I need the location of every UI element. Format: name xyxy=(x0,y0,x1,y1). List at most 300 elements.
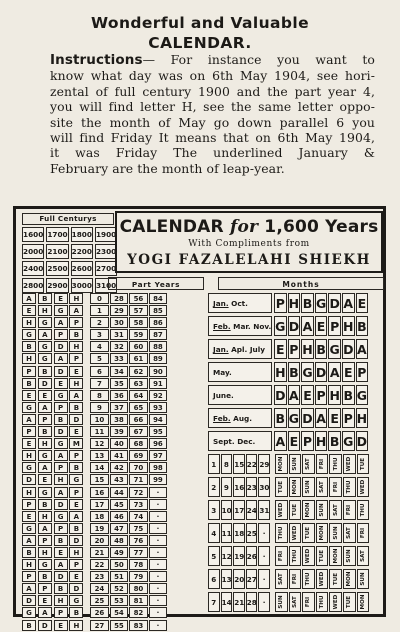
letter-cell: D xyxy=(69,535,83,546)
year-cell: 92 xyxy=(149,390,168,401)
letter-cell: A xyxy=(38,329,52,340)
weekday-cell xyxy=(275,546,288,566)
letter-cell: H xyxy=(69,293,83,304)
year-cell: 14 xyxy=(90,462,109,473)
weekday-cell xyxy=(343,546,356,566)
year-cell: 4 xyxy=(90,341,109,352)
year-cell: 35 xyxy=(110,378,129,389)
instructions-line: it was Friday The underlined January & xyxy=(50,145,375,161)
day-number-cell: 3 xyxy=(208,500,220,520)
year-cell: 64 xyxy=(129,390,148,401)
day-number-cell: · xyxy=(258,569,270,589)
year-cell: 12 xyxy=(90,438,109,449)
weekday-label: MON xyxy=(305,502,312,518)
year-cell: 98 xyxy=(149,462,168,473)
weekday-label: MON xyxy=(332,548,339,564)
year-cell: 70 xyxy=(129,462,148,473)
day-number-cell: 5 xyxy=(208,546,220,566)
month-letter-cell: H xyxy=(288,293,301,313)
weekday-cell xyxy=(289,500,302,520)
month-letter-cell: G xyxy=(288,408,301,428)
year-cell: 26 xyxy=(90,607,109,618)
weekday-label: SUN xyxy=(278,595,285,609)
year-cell: 80 xyxy=(129,583,148,594)
author-name: YOGI FAZALELAHI SHIEKH xyxy=(127,252,371,268)
instructions-line: site the month of May go down parallel 6 you xyxy=(50,114,375,130)
weekday-cell xyxy=(329,523,342,543)
weekday-label: SAT xyxy=(305,458,312,470)
letter-cell: E xyxy=(38,390,52,401)
year-cell: 53 xyxy=(110,595,129,606)
months-rows xyxy=(208,293,384,451)
year-cell: 78 xyxy=(129,559,148,570)
letter-cell: E xyxy=(38,474,52,485)
letter-cell: H xyxy=(38,511,52,522)
weekday-cell xyxy=(316,454,329,474)
weekday-cell xyxy=(289,523,302,543)
letter-cell: B xyxy=(69,607,83,618)
year-cell: 46 xyxy=(110,511,129,522)
year-cell: 3 xyxy=(90,329,109,340)
weekday-cell xyxy=(275,477,288,497)
part-year-row xyxy=(22,414,168,426)
part-year-row xyxy=(22,499,168,511)
part-year-row xyxy=(22,571,168,583)
year-cell: 94 xyxy=(149,414,168,425)
full-centuries-table xyxy=(22,213,117,293)
year-cell: 69 xyxy=(129,450,148,461)
month-name-rest: June. xyxy=(213,391,234,400)
day-number-cell: 10 xyxy=(221,500,233,520)
letter-cell: G xyxy=(22,523,36,534)
month-letter-cell: A xyxy=(301,316,314,336)
year-cell: 54 xyxy=(110,607,129,618)
letter-cell: A xyxy=(22,583,36,594)
day-number-cell: 21 xyxy=(233,592,245,612)
weekday-cell xyxy=(316,523,329,543)
letter-cell: B xyxy=(38,293,52,304)
letter-cell: P xyxy=(38,535,52,546)
year-cell: 38 xyxy=(110,414,129,425)
weekday-label: SAT xyxy=(346,527,353,539)
letter-cell: H xyxy=(38,438,52,449)
letter-cell: B xyxy=(22,378,36,389)
month-row xyxy=(208,431,384,451)
part-year-row xyxy=(22,487,168,499)
weekday-cell xyxy=(329,500,342,520)
letter-cell: E xyxy=(69,571,83,582)
weekday-cell xyxy=(289,454,302,474)
letter-cell: G xyxy=(38,450,52,461)
weekday-cell xyxy=(357,454,370,474)
year-cell: 34 xyxy=(110,366,129,377)
month-name-rest: Aug. xyxy=(230,414,253,423)
month-letter-cell: P xyxy=(288,339,301,359)
part-year-row xyxy=(22,523,168,535)
century-cell: 1800 xyxy=(71,227,93,242)
letter-cell: E xyxy=(69,499,83,510)
letter-cell: E xyxy=(54,293,68,304)
month-letter-cell: A xyxy=(342,293,355,313)
letter-cell: A xyxy=(54,559,68,570)
weekday-cell xyxy=(302,592,315,612)
month-letter-cell: H xyxy=(356,408,369,428)
year-cell: 28 xyxy=(110,293,129,304)
year-cell: 9 xyxy=(90,402,109,413)
letter-cell: D xyxy=(54,571,68,582)
year-cell: 58 xyxy=(129,317,148,328)
letter-cell: H xyxy=(69,620,83,631)
day-number-cell: 7 xyxy=(208,592,220,612)
weekday-label: WED xyxy=(359,479,366,495)
part-year-row xyxy=(22,595,168,607)
part-year-row xyxy=(22,511,168,523)
part-year-row xyxy=(22,462,168,474)
month-letter-cell: A xyxy=(288,385,301,405)
year-cell: 16 xyxy=(90,487,109,498)
year-cell: 59 xyxy=(129,329,148,340)
weekday-cell xyxy=(302,569,315,589)
year-cell: 89 xyxy=(149,353,168,364)
month-letter-cell: D xyxy=(274,385,287,405)
day-row xyxy=(208,546,384,566)
part-year-row xyxy=(22,317,168,329)
weekday-cell xyxy=(343,592,356,612)
day-number-cell: 24 xyxy=(246,500,258,520)
weekday-cell xyxy=(357,500,370,520)
year-cell: 42 xyxy=(110,462,129,473)
letter-cell: G xyxy=(69,474,83,485)
weekday-label: WED xyxy=(291,525,298,541)
weekday-cell xyxy=(289,477,302,497)
year-cell: 61 xyxy=(129,353,148,364)
day-number-cell: 11 xyxy=(221,523,233,543)
day-row xyxy=(208,477,384,497)
weekday-cell xyxy=(289,546,302,566)
year-cell: 66 xyxy=(129,414,148,425)
century-cell: 2000 xyxy=(22,244,44,259)
year-cell: 44 xyxy=(110,487,129,498)
day-number-cell: 19 xyxy=(233,546,245,566)
month-letter-cell: E xyxy=(356,293,369,313)
year-cell: 74 xyxy=(129,511,148,522)
letter-cell: P xyxy=(69,559,83,570)
weekday-cell xyxy=(329,546,342,566)
weekday-label: SAT xyxy=(278,573,285,585)
month-name xyxy=(208,408,272,428)
letter-cell: P xyxy=(54,329,68,340)
year-cell: 48 xyxy=(110,535,129,546)
letter-cell: D xyxy=(22,595,36,606)
weekday-label: TUE xyxy=(305,526,312,540)
month-letter-cell: B xyxy=(328,431,341,451)
weekday-cell xyxy=(329,454,342,474)
year-cell: 22 xyxy=(90,559,109,570)
day-number-cell: 2 xyxy=(208,477,220,497)
month-row xyxy=(208,339,384,359)
day-number-cell: 30 xyxy=(258,477,270,497)
day-number-cell: · xyxy=(258,523,270,543)
day-number-cell: 23 xyxy=(246,477,258,497)
letter-cell: H xyxy=(22,353,36,364)
weekday-label: THU xyxy=(278,526,285,540)
month-letter-cell: P xyxy=(328,316,341,336)
day-number-cell: 27 xyxy=(246,569,258,589)
month-letter-cell: G xyxy=(274,316,287,336)
letter-cell: A xyxy=(38,607,52,618)
month-letter-cell: D xyxy=(288,316,301,336)
letter-cell: G xyxy=(38,353,52,364)
part-year-row xyxy=(22,329,168,341)
month-name xyxy=(208,316,272,336)
year-cell: 96 xyxy=(149,438,168,449)
weekday-label: SAT xyxy=(332,504,339,516)
century-cell: 2300 xyxy=(95,244,117,259)
year-cell: 73 xyxy=(129,499,148,510)
weekday-cell xyxy=(329,477,342,497)
months-header: Months xyxy=(218,277,384,290)
weekday-label: WED xyxy=(319,571,326,587)
month-letter-cell: P xyxy=(315,385,328,405)
letter-cell: D xyxy=(38,620,52,631)
month-letter-cell: A xyxy=(356,339,369,359)
letter-cell: B xyxy=(69,462,83,473)
year-cell: 17 xyxy=(90,499,109,510)
letter-cell: H xyxy=(22,559,36,570)
month-letter-cell: B xyxy=(301,293,314,313)
month-name xyxy=(208,431,272,451)
year-cell: · xyxy=(149,487,168,498)
year-cell: 55 xyxy=(110,620,129,631)
year-cell: 39 xyxy=(110,426,129,437)
weekday-label: SUN xyxy=(332,526,339,540)
weekday-cell xyxy=(302,546,315,566)
year-cell: 21 xyxy=(90,547,109,558)
century-cell: 1900 xyxy=(95,227,117,242)
part-year-row xyxy=(22,559,168,571)
month-letter-cell: G xyxy=(315,293,328,313)
letter-cell: P xyxy=(54,523,68,534)
heading-subtitle: CALENDAR. xyxy=(148,34,252,52)
month-letter-cell: G xyxy=(301,362,314,382)
century-cell: 1600 xyxy=(22,227,44,242)
part-year-row xyxy=(22,390,168,402)
heading-title: Wonderful and Valuable xyxy=(90,14,310,32)
letter-cell: A xyxy=(38,523,52,534)
day-row xyxy=(208,592,384,612)
month-letter-cell: P xyxy=(301,431,314,451)
weekday-cell xyxy=(316,592,329,612)
letter-cell: G xyxy=(22,402,36,413)
instructions-line: zental of full century 1900 and the part year 4, xyxy=(50,83,375,99)
year-cell: 33 xyxy=(110,353,129,364)
day-row xyxy=(208,569,384,589)
weekday-cell xyxy=(302,500,315,520)
letter-cell: H xyxy=(54,474,68,485)
century-cell: 2600 xyxy=(71,261,93,276)
year-cell: 75 xyxy=(129,523,148,534)
centuries-grid xyxy=(22,227,117,293)
part-year-row xyxy=(22,293,168,305)
letter-cell: E xyxy=(54,620,68,631)
letter-cell: A xyxy=(69,390,83,401)
month-letter-cell: B xyxy=(356,316,369,336)
century-cell: 2100 xyxy=(46,244,68,259)
letter-cell: B xyxy=(22,341,36,352)
month-letter-cell: E xyxy=(342,362,355,382)
weekday-label: THU xyxy=(305,572,312,586)
day-number-cell: · xyxy=(258,592,270,612)
year-cell: · xyxy=(149,583,168,594)
month-letter-cell: G xyxy=(356,385,369,405)
year-cell: 40 xyxy=(110,438,129,449)
letter-cell: A xyxy=(22,535,36,546)
year-cell: 31 xyxy=(110,329,129,340)
letter-cell: E xyxy=(22,438,36,449)
day-number-cell: 1 xyxy=(208,454,220,474)
part-year-row xyxy=(22,426,168,438)
day-number-cell: 25 xyxy=(246,523,258,543)
letter-cell: P xyxy=(54,607,68,618)
letter-cell: E xyxy=(69,426,83,437)
day-number-cell: 22 xyxy=(246,454,258,474)
weekday-cell xyxy=(275,500,288,520)
weekday-cell xyxy=(275,592,288,612)
day-number-cell: 20 xyxy=(233,569,245,589)
year-cell: 41 xyxy=(110,450,129,461)
days-rows xyxy=(208,454,384,612)
letter-cell: G xyxy=(54,305,68,316)
weekday-cell xyxy=(329,592,342,612)
letter-cell: E xyxy=(38,595,52,606)
letter-cell: B xyxy=(69,523,83,534)
part-year-row xyxy=(22,438,168,450)
year-cell: · xyxy=(149,595,168,606)
letter-cell: B xyxy=(38,571,52,582)
year-cell: 23 xyxy=(90,571,109,582)
letter-cell: G xyxy=(22,329,36,340)
year-cell: · xyxy=(149,607,168,618)
century-cell: 2200 xyxy=(71,244,93,259)
letter-cell: P xyxy=(54,402,68,413)
letter-cell: H xyxy=(69,378,83,389)
year-cell: 56 xyxy=(129,293,148,304)
year-cell: 24 xyxy=(90,583,109,594)
weekday-cell xyxy=(289,569,302,589)
letter-cell: H xyxy=(38,547,52,558)
weekday-label: TUE xyxy=(319,549,326,563)
letter-cell: D xyxy=(54,426,68,437)
day-number-cell: 14 xyxy=(221,592,233,612)
day-number-cell: 31 xyxy=(258,500,270,520)
letter-cell: A xyxy=(22,414,36,425)
letter-cell: A xyxy=(38,462,52,473)
part-year-row xyxy=(22,366,168,378)
month-name-rest: Oct. xyxy=(228,299,248,308)
weekday-cell xyxy=(357,546,370,566)
year-cell: 45 xyxy=(110,499,129,510)
day-row xyxy=(208,454,384,474)
letter-cell: H xyxy=(54,595,68,606)
year-cell: 91 xyxy=(149,378,168,389)
month-letter-cell: B xyxy=(274,408,287,428)
letter-cell: A xyxy=(54,487,68,498)
letter-cell: A xyxy=(54,317,68,328)
century-cell: 2800 xyxy=(22,278,44,293)
year-cell: 52 xyxy=(110,583,129,594)
weekday-cell xyxy=(357,477,370,497)
instructions-line: know what day was on 6th May 1904, see hori- xyxy=(50,68,375,84)
weekday-label: SUN xyxy=(291,457,298,471)
year-cell: 84 xyxy=(149,293,168,304)
day-number-cell: 13 xyxy=(221,569,233,589)
year-cell: · xyxy=(149,523,168,534)
month-letter-cell: A xyxy=(315,408,328,428)
part-year-row xyxy=(22,607,168,619)
month-name-rest: Sept. Dec. xyxy=(213,437,256,446)
year-cell: 68 xyxy=(129,438,148,449)
year-cell: 88 xyxy=(149,341,168,352)
letter-cell: D xyxy=(38,378,52,389)
year-cell: 6 xyxy=(90,366,109,377)
weekday-cell xyxy=(357,523,370,543)
weekday-cell xyxy=(316,477,329,497)
weekday-label: SUN xyxy=(305,480,312,494)
month-letter-cell: H xyxy=(342,316,355,336)
year-cell: 10 xyxy=(90,414,109,425)
century-cell: 3000 xyxy=(71,278,93,293)
letter-cell: P xyxy=(38,414,52,425)
letter-cell: E xyxy=(22,511,36,522)
letter-cell: G xyxy=(38,487,52,498)
day-number-cell: 28 xyxy=(246,592,258,612)
letter-cell: A xyxy=(38,402,52,413)
letter-cell: B xyxy=(22,620,36,631)
weekday-label: TUE xyxy=(332,572,339,586)
month-name-rest: Mar. Nov. xyxy=(230,322,272,331)
weekday-cell xyxy=(302,477,315,497)
letter-cell: H xyxy=(69,341,83,352)
day-number-cell: 15 xyxy=(233,454,245,474)
month-letter-cell: B xyxy=(315,339,328,359)
day-number-cell: 17 xyxy=(233,500,245,520)
century-cell: 2700 xyxy=(95,261,117,276)
month-letter-cell: E xyxy=(274,339,287,359)
month-letter-cell: E xyxy=(288,431,301,451)
weekday-label: SUN xyxy=(346,549,353,563)
weekday-label: MON xyxy=(319,525,326,541)
instructions-paragraph xyxy=(50,52,375,176)
year-cell: 83 xyxy=(129,620,148,631)
full-centuries-header: Full Centurys xyxy=(22,213,114,225)
year-cell: 65 xyxy=(129,402,148,413)
letter-cell: G xyxy=(22,607,36,618)
year-cell: 7 xyxy=(90,378,109,389)
letter-cell: P xyxy=(69,450,83,461)
letter-cell: M xyxy=(69,438,83,449)
year-cell: 37 xyxy=(110,402,129,413)
weekday-cell xyxy=(316,569,329,589)
weekday-cell xyxy=(316,546,329,566)
calendar-title-box xyxy=(115,211,383,273)
part-year-row xyxy=(22,402,168,414)
year-cell: 2 xyxy=(90,317,109,328)
weekday-cell xyxy=(275,454,288,474)
letter-cell: B xyxy=(38,499,52,510)
month-letter-cell: H xyxy=(328,385,341,405)
year-cell: 97 xyxy=(149,450,168,461)
month-letter-cell: D xyxy=(315,362,328,382)
